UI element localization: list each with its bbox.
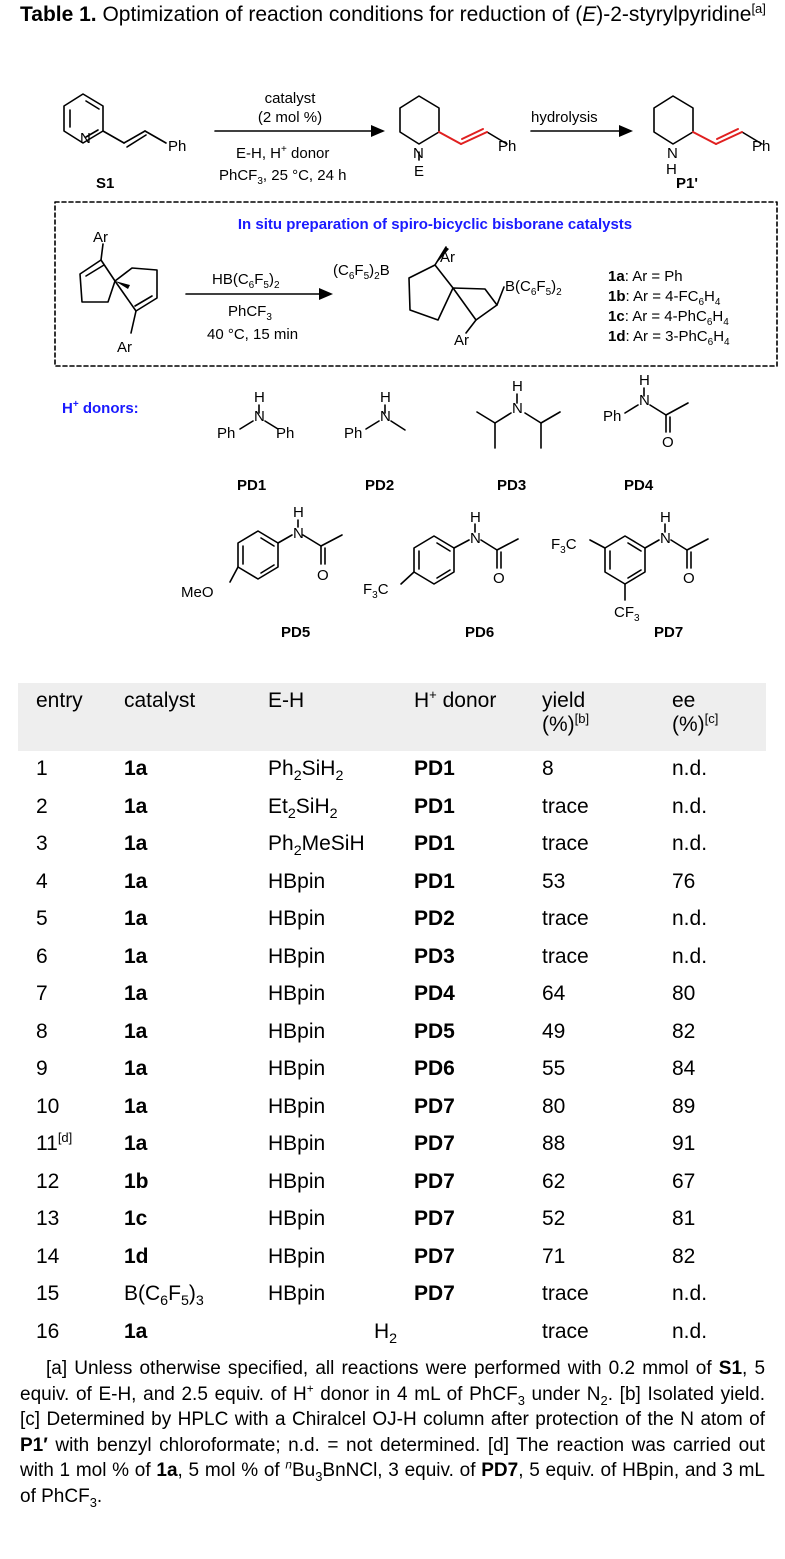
catalyst-cell: 1a bbox=[124, 1319, 148, 1343]
catalyst-cell: 1a bbox=[124, 1019, 148, 1043]
eh-cell: HBpin bbox=[268, 1094, 326, 1118]
yield-cell: 62 bbox=[542, 1169, 566, 1193]
bisborane-ar-bottom: Ar bbox=[454, 332, 469, 349]
ee-cell: 67 bbox=[672, 1169, 696, 1193]
temp-time-label: 40 °C, 15 min bbox=[207, 326, 299, 343]
yield-cell: 52 bbox=[542, 1207, 566, 1230]
pd1-h: H bbox=[254, 389, 265, 406]
pd4-h: H bbox=[639, 372, 650, 389]
entry-cell: 12 bbox=[36, 1169, 60, 1193]
p1-ph: Ph bbox=[752, 138, 771, 155]
eh-cell: HBpin bbox=[268, 1282, 326, 1305]
donor-cell: PD7 bbox=[414, 1094, 455, 1118]
pd3-h: H bbox=[512, 378, 523, 395]
entry-cell: 7 bbox=[36, 982, 48, 1005]
pd7-cf3: $CF_3$ bbox=[614, 604, 640, 624]
catalyst-cell: $B(C_6F_5)_3$ bbox=[124, 1282, 204, 1310]
ee-cell: 89 bbox=[672, 1094, 696, 1118]
b-group-left: $(C_6F_5)_2B$ bbox=[333, 262, 390, 282]
eh-cell: $H_2$ bbox=[374, 1319, 398, 1347]
p1-h: H bbox=[666, 161, 677, 178]
p1-n: N bbox=[667, 145, 678, 162]
pd6-f3c: $F_3C$ bbox=[363, 581, 389, 601]
donor-cell: PD7 bbox=[414, 1207, 455, 1230]
table-row bbox=[18, 939, 766, 977]
catalyst-label: catalyst bbox=[264, 90, 316, 107]
eh-cell: HBpin bbox=[268, 1057, 326, 1080]
eh-cell: HBpin bbox=[268, 1132, 326, 1155]
caption-note: [a] bbox=[751, 1, 766, 16]
donor-cell: PD1 bbox=[414, 794, 455, 818]
donor-cell: PD4 bbox=[414, 982, 455, 1005]
table-row bbox=[18, 751, 766, 789]
donor-cell: PD6 bbox=[414, 1057, 455, 1080]
product-ph: Ph bbox=[498, 138, 517, 155]
eh-donor-label: E-H, H+ donor bbox=[236, 144, 330, 162]
yield-cell: 71 bbox=[542, 1244, 566, 1268]
table-row bbox=[18, 1126, 766, 1164]
pd5-n: N bbox=[293, 525, 304, 542]
reaction-scheme bbox=[0, 80, 785, 660]
table-row bbox=[18, 826, 766, 864]
entry-cell: 2 bbox=[36, 794, 48, 818]
ee-cell: n.d. bbox=[672, 944, 708, 968]
catalyst-cell: 1a bbox=[124, 982, 148, 1005]
ee-cell: 82 bbox=[672, 1244, 696, 1268]
caption-text-b: )-2-styrylpyridine bbox=[596, 3, 752, 26]
ee-cell: 76 bbox=[672, 869, 696, 893]
entry-cell: 15 bbox=[36, 1282, 60, 1305]
catalyst-cell: 1a bbox=[124, 907, 148, 930]
entry-cell: 16 bbox=[36, 1319, 60, 1343]
ee-cell: n.d. bbox=[672, 1282, 708, 1305]
table-row bbox=[18, 864, 766, 902]
donors-heading: H+ donors: bbox=[62, 399, 139, 417]
header-yield: yield (%)[b] bbox=[542, 689, 590, 736]
pd1-n: N bbox=[254, 408, 265, 425]
pd7-n: N bbox=[660, 530, 671, 547]
eh-cell: HBpin bbox=[268, 944, 326, 968]
bisborane-ar-top: Ar bbox=[440, 249, 455, 266]
cat-label-1d: 1d: $Ar = 3-PhC_6H_4$ bbox=[608, 328, 730, 348]
conditions-label: PhCF$_3$, 25 °C, 24 h bbox=[219, 167, 347, 187]
table-row bbox=[18, 1051, 766, 1089]
yield-cell: 80 bbox=[542, 1094, 566, 1118]
pd5-o: O bbox=[317, 567, 329, 584]
yield-cell: trace bbox=[542, 832, 589, 855]
yield-cell: 53 bbox=[542, 869, 566, 893]
table-row bbox=[18, 789, 766, 827]
donor-cell: PD7 bbox=[414, 1169, 455, 1193]
donor-cell: PD7 bbox=[414, 1282, 455, 1305]
caption-e: E bbox=[582, 3, 597, 26]
s1-ph: Ph bbox=[168, 138, 187, 155]
donor-cell: PD2 bbox=[414, 907, 455, 930]
catalyst-cell: 1a bbox=[124, 832, 148, 855]
pd7-h: H bbox=[660, 509, 671, 526]
pd7-structure bbox=[590, 524, 708, 600]
pd5-label: PD5 bbox=[281, 624, 311, 641]
eh-cell: $Et_2SiH_2$ bbox=[268, 794, 338, 822]
yield-cell: 55 bbox=[542, 1057, 566, 1080]
catalyst-cell: 1b bbox=[124, 1169, 149, 1193]
table-row bbox=[18, 1314, 766, 1352]
table-row bbox=[18, 1089, 766, 1127]
eh-cell: HBpin bbox=[268, 982, 326, 1005]
ee-cell: 84 bbox=[672, 1057, 696, 1080]
box-title: In situ preparation of spiro-bicyclic bisborane catalysts bbox=[237, 216, 633, 233]
pd4-ph: Ph bbox=[603, 408, 622, 425]
hydrolysis-label: hydrolysis bbox=[531, 109, 598, 126]
catalyst-cell: 1a bbox=[124, 757, 148, 780]
caption-text-a: Optimization of reaction conditions for reduction of ( bbox=[96, 3, 583, 26]
donor-cell: PD5 bbox=[414, 1019, 455, 1043]
product-n: N bbox=[413, 145, 424, 162]
entry-cell: 3 bbox=[36, 832, 48, 855]
pd4-n: N bbox=[639, 392, 650, 409]
yield-cell: trace bbox=[542, 794, 589, 818]
pd7-label: PD7 bbox=[654, 624, 684, 641]
yield-cell: trace bbox=[542, 1319, 589, 1343]
table-caption bbox=[20, 2, 775, 28]
catalyst-cell: 1a bbox=[124, 869, 148, 893]
entry-cell: 6 bbox=[36, 944, 48, 968]
diene-structure bbox=[80, 244, 157, 333]
yield-cell: 49 bbox=[542, 1019, 566, 1043]
diene-ar-bottom: Ar bbox=[117, 339, 132, 356]
catalyst-cell: 1a bbox=[124, 944, 148, 968]
cat-label-1b: 1b: $Ar = 4-FC_6H_4$ bbox=[608, 288, 721, 308]
p1-label: P1' bbox=[676, 175, 698, 192]
header-catalyst: catalyst bbox=[124, 689, 196, 712]
results-table bbox=[18, 683, 766, 1351]
solvent-label: PhCF$_3$ bbox=[228, 303, 272, 323]
pd4-o: O bbox=[662, 434, 674, 451]
table-row bbox=[18, 1201, 766, 1239]
yield-cell: trace bbox=[542, 1282, 589, 1305]
ee-cell: n.d. bbox=[672, 757, 708, 780]
entry-cell: 11[d] bbox=[36, 1130, 73, 1155]
table-header bbox=[18, 683, 766, 751]
s1-label: S1 bbox=[96, 175, 115, 192]
entry-cell: 8 bbox=[36, 1019, 48, 1043]
hb-reagent: $HB(C_6F_5)_2$ bbox=[212, 271, 280, 291]
table-row bbox=[18, 1276, 766, 1314]
donor-cell: PD1 bbox=[414, 869, 455, 893]
header-eh: E-H bbox=[268, 689, 305, 712]
header-ee: ee (%)[c] bbox=[672, 689, 719, 736]
donor-cell: PD7 bbox=[414, 1132, 455, 1155]
pd7-o: O bbox=[683, 570, 695, 587]
ee-cell: 82 bbox=[672, 1019, 696, 1043]
cat-label-1c: 1c: $Ar = 4-PhC_6H_4$ bbox=[608, 308, 729, 328]
entry-cell: 5 bbox=[36, 907, 48, 930]
yield-cell: 88 bbox=[542, 1132, 566, 1155]
ee-cell: 81 bbox=[672, 1207, 696, 1230]
donor-cell: PD3 bbox=[414, 944, 455, 968]
ee-cell: n.d. bbox=[672, 794, 708, 818]
pd2-label: PD2 bbox=[365, 477, 395, 494]
table-row bbox=[18, 1164, 766, 1202]
pd2-ph: Ph bbox=[344, 425, 363, 442]
yield-cell: trace bbox=[542, 944, 589, 968]
catalyst-cell: 1a bbox=[124, 794, 148, 818]
pd5-meo: MeO bbox=[181, 584, 214, 601]
eh-cell: HBpin bbox=[268, 1244, 326, 1268]
table-row bbox=[18, 1239, 766, 1277]
eh-cell: HBpin bbox=[268, 869, 326, 893]
entry-cell: 14 bbox=[36, 1244, 60, 1268]
ee-cell: 91 bbox=[672, 1132, 696, 1155]
ee-cell: n.d. bbox=[672, 1319, 708, 1343]
catalyst-cell: 1a bbox=[124, 1094, 148, 1118]
b-group-right: $B(C_6F_5)_2$ bbox=[505, 278, 562, 298]
pd3-label: PD3 bbox=[497, 477, 527, 494]
catalyst-cell: 1c bbox=[124, 1207, 148, 1230]
bisborane-structure bbox=[409, 247, 504, 333]
catalyst-cell: 1a bbox=[124, 1057, 148, 1080]
pd2-h: H bbox=[380, 389, 391, 406]
cat-label-1a: 1a: Ar = Ph bbox=[608, 268, 683, 285]
catalyst-cell: 1a bbox=[124, 1132, 148, 1155]
eh-cell: $Ph_2SiH_2$ bbox=[268, 757, 344, 785]
pd4-structure bbox=[625, 388, 688, 432]
header-donor: H+ donor bbox=[414, 687, 497, 712]
catalyst-cell: 1d bbox=[124, 1244, 149, 1268]
pd6-n: N bbox=[470, 530, 481, 547]
entry-cell: 13 bbox=[36, 1207, 60, 1230]
donor-cell: PD7 bbox=[414, 1244, 455, 1268]
pd5-h: H bbox=[293, 504, 304, 521]
donor-cell: PD1 bbox=[414, 832, 455, 855]
pd4-label: PD4 bbox=[624, 477, 654, 494]
eh-cell: $Ph_2MeSiH$ bbox=[268, 832, 365, 860]
yield-cell: 64 bbox=[542, 982, 566, 1005]
pd2-n: N bbox=[380, 408, 391, 425]
pd6-h: H bbox=[470, 509, 481, 526]
donor-cell: PD1 bbox=[414, 757, 455, 780]
pd3-n: N bbox=[512, 400, 523, 417]
eh-cell: HBpin bbox=[268, 1169, 326, 1193]
table-row bbox=[18, 901, 766, 939]
pd7-f3c: $F_3C$ bbox=[551, 536, 577, 556]
pd1-ph-right: Ph bbox=[276, 425, 295, 442]
ee-cell: n.d. bbox=[672, 907, 708, 930]
ee-cell: n.d. bbox=[672, 832, 708, 855]
header-entry: entry bbox=[36, 689, 83, 712]
pd1-ph-left: Ph bbox=[217, 425, 236, 442]
pd6-label: PD6 bbox=[465, 624, 495, 641]
pyridine-n: N bbox=[80, 130, 91, 147]
entry-cell: 9 bbox=[36, 1057, 48, 1080]
pd6-o: O bbox=[493, 570, 505, 587]
yield-cell: trace bbox=[542, 907, 589, 930]
table-row bbox=[18, 976, 766, 1014]
entry-cell: 10 bbox=[36, 1094, 60, 1118]
caption-label: Table 1. bbox=[20, 3, 97, 26]
diene-ar-top: Ar bbox=[93, 229, 108, 246]
ee-cell: 80 bbox=[672, 982, 696, 1005]
yield-cell: 8 bbox=[542, 757, 554, 780]
eh-cell: HBpin bbox=[268, 1207, 326, 1230]
entry-cell: 4 bbox=[36, 869, 48, 893]
table-body bbox=[18, 751, 766, 1351]
p1-structure bbox=[654, 96, 762, 144]
product-e: E bbox=[414, 163, 425, 180]
entry-cell: 1 bbox=[36, 757, 48, 780]
eh-cell: HBpin bbox=[268, 1019, 326, 1043]
eh-cell: HBpin bbox=[268, 907, 326, 930]
footnotes: [a] Unless otherwise specified, all reactions were performed with 0.2 mmol of S1, 5 equiv. of E-H, and 2.5 equiv. of H+ donor in 4 mL of PhCF$_3$ under $N_2$. [b] Isolated yield. [c] Determined by HPLC with a Chiralcel OJ-H column after protection of the N atom of P1′ with benzyl chloroformate; n.d. = not determined. [d] The reaction was carried out with 1 mol % of 1a, 5 mol % of $^nBu_3BnNCl$, 3 equiv. of PD7, 5 equiv. of HBpin, and 3 mL of PhCF$_3$. bbox=[20, 1358, 766, 1510]
table-row bbox=[18, 1014, 766, 1052]
catalyst-loading: (2 mol %) bbox=[257, 109, 323, 126]
pd1-label: PD1 bbox=[237, 477, 267, 494]
